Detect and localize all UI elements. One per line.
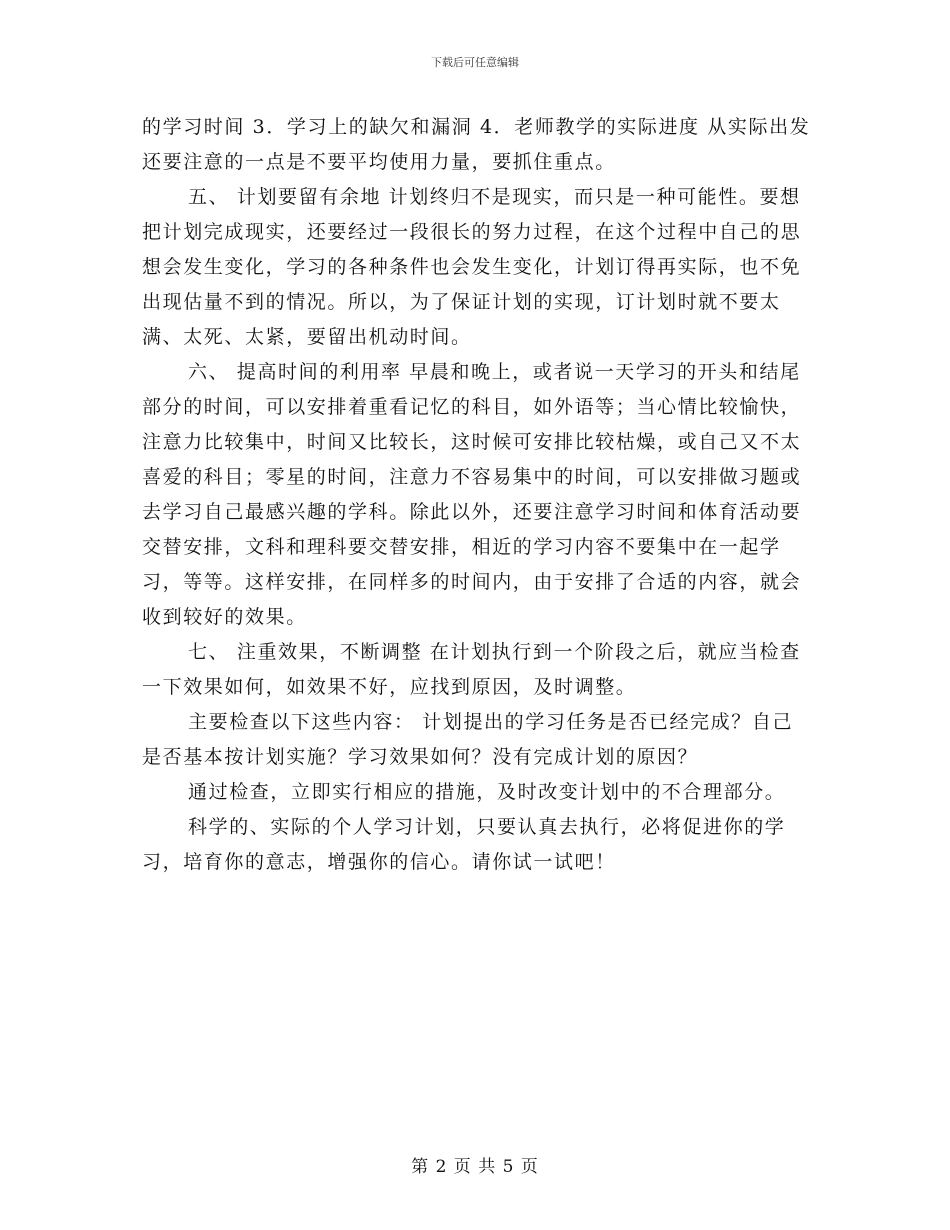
paragraph-section-7: 七、 注重效果，不断调整 在计划执行到一个阶段之后，就应当检查一下效果如何，如效果不好，应找到原因，及时调整。 <box>142 641 801 698</box>
paragraph-check-items: 主要检查以下这些内容： 计划提出的学习任务是否已经完成？自己是否基本按计划实施？学习效果如何？没有完成计划的原因？ <box>142 711 794 768</box>
paragraph-conclusion: 科学的、实际的个人学习计划，只要认真去执行，必将促进你的学习，培育你的意志，增强你的信心。请你试一试吧！ <box>142 816 786 873</box>
paragraph-section-5: 五、 计划要留有余地 计划终归不是现实，而只是一种可能性。要想把计划完成现实，还要经过一段很长的努力过程，在这个过程中自己的思想会发生变化，学习的各种条件也会发生变化，计划订得再实际，也不免出现估量不到的情况。所以，为了保证计划的实现，订计划时就不要太满、太死、太紧，要留出机动时间。 <box>142 186 802 348</box>
page-header: 下载后可任意编辑 <box>431 56 519 69</box>
paragraph-continuation: 的学习时间 3．学习上的缺欠和漏洞 4．老师教学的实际进度 从实际出发还要注意的一点是不要平均使用力量，要抓住重点。 <box>142 116 811 173</box>
page-number: 第 2 页 共 5 页 <box>411 1157 539 1177</box>
document-body <box>142 110 812 880</box>
paragraph-adjust: 通过检查，立即实行相应的措施，及时改变计划中的不合理部分。 <box>188 781 786 803</box>
paragraph-section-6: 六、 提高时间的利用率 早晨和晚上，或者说一天学习的开头和结尾部分的时间，可以安排着重看记忆的科目，如外语等；当心情比较愉快，注意力比较集中，时间又比较长，这时候可安排比较枯燥，或自己又不太喜爱的科目；零星的时间，注意力不容易集中的时间，可以安排做习题或去学习自己最感兴趣的学科。除此以外，还要注意学习时间和体育活动要交替安排，文科和理科要交替安排，相近的学习内容不要集中在一起学习，等等。这样安排，在同样多的时间内，由于安排了合适的内容，就会收到较好的效果。 <box>142 361 802 628</box>
